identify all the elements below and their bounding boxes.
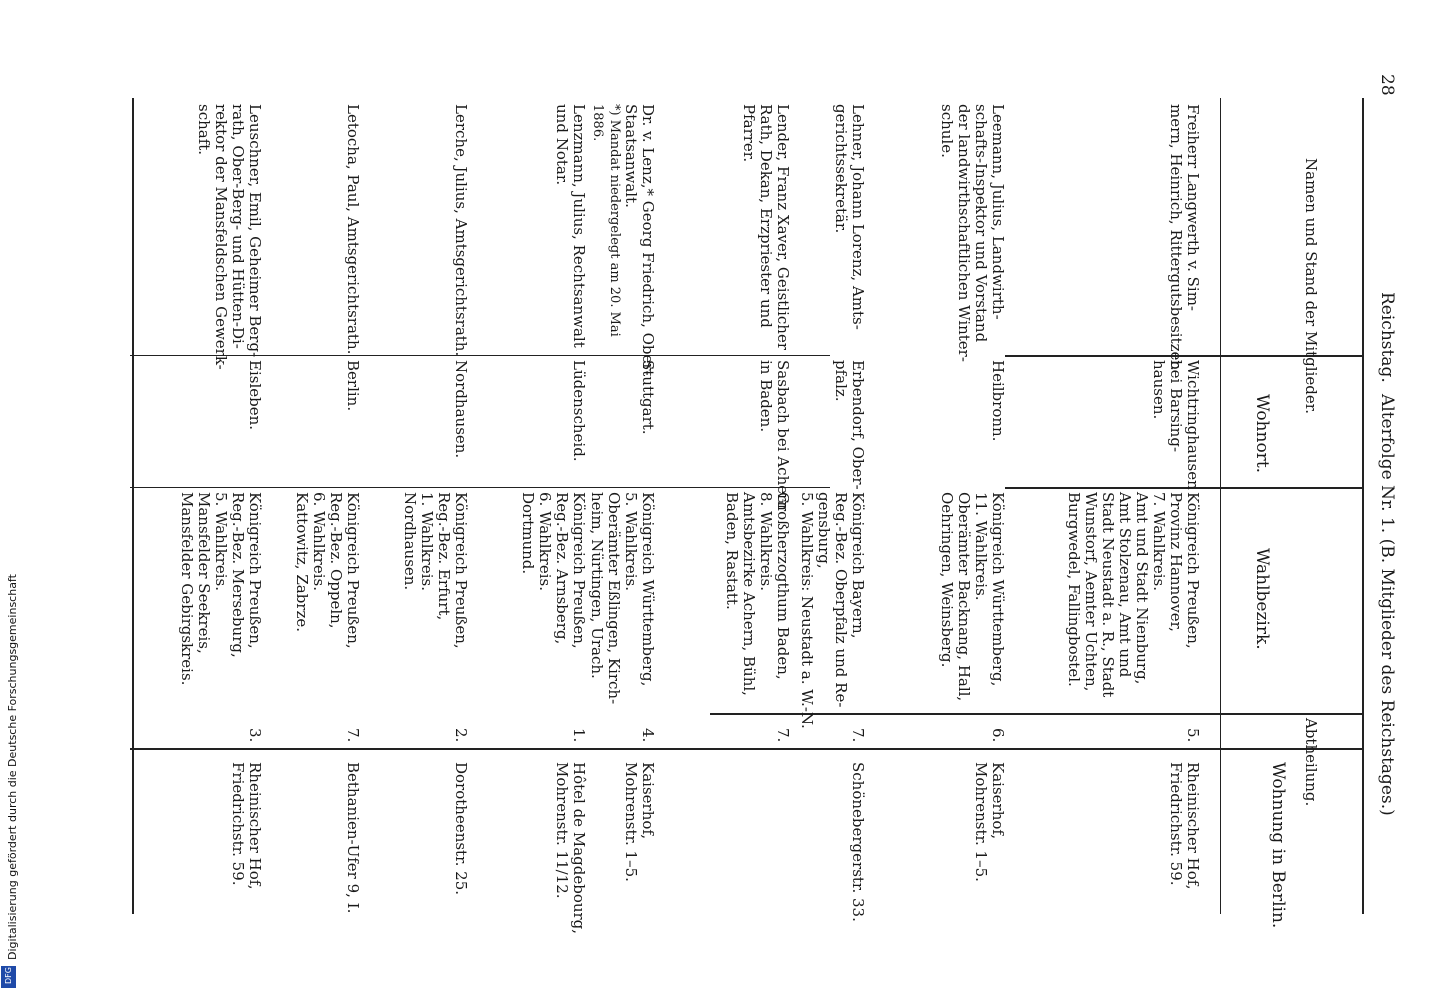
row-2-wahlbezirk-line: Königreich Württemberg,	[989, 492, 1007, 687]
row-1-wohnort-line: bei Barsing-	[1167, 360, 1185, 453]
row-1-name-line: Freiherr Langwerth v. Sim-	[1184, 104, 1202, 312]
row-5-name-line: Staatsanwalt.	[622, 104, 640, 208]
row-2-abtheilung: 6.	[989, 728, 1007, 743]
row-6-wahlbezirk-line: Dortmund.	[519, 492, 537, 575]
page-number: 28	[1377, 74, 1397, 96]
row-5-wahlbezirk-line: 5. Wahlkreis.	[622, 492, 640, 591]
row-9-wohnung-line: Rheinischer Hof,	[246, 762, 264, 890]
row-9-wohnort-line: Eisleben.	[246, 360, 264, 431]
row-7-wahlbezirk-line: Königreich Preußen,	[452, 492, 470, 649]
row-3-wohnort-line: pfalz.	[832, 360, 850, 402]
row-4-wohnort-line: Sasbach bei Achern	[774, 360, 792, 511]
row-5-wahlbezirk-line: Oberämter Eßlingen, Kirch-	[605, 492, 623, 705]
row-1-wohnung-line: Rheinischer Hof,	[1184, 762, 1202, 890]
row-3-wahlbezirk-line: gensburg,	[815, 492, 833, 569]
row-6-wahlbezirk-line: Reg.-Bez. Arnsberg,	[553, 492, 571, 645]
row-1-wohnort-line: Wichtringhausen	[1184, 360, 1202, 490]
row-4-wahlbezirk-line: Baden, Rastatt.	[723, 492, 741, 610]
row-5-name-line: *) Mandat niedergelegt am 20. Mai	[607, 104, 622, 337]
row-4-wahlbezirk-line: 8. Wahlkreis.	[757, 492, 775, 591]
row-6-abtheilung: 1.	[570, 728, 588, 743]
row-3-wohnung-line: Schönebergerstr. 33.	[849, 762, 867, 922]
row-7-abtheilung: 2.	[452, 728, 470, 743]
row-7-wohnung-line: Dorotheenstr. 25.	[452, 762, 470, 896]
page-subtitle: Alterfolge Nr. 1. (B. Mitglieder des Reichstages.)	[1377, 394, 1397, 816]
col-header-wahlbezirk: Wahlbezirk.	[1252, 548, 1272, 650]
row-4-wohnort-line: in Baden.	[757, 360, 775, 433]
row-2-wohnung-line: Mohrenstr. 1–5.	[972, 762, 990, 882]
row-4-abtheilung: 7.	[774, 728, 792, 743]
row-1-wahlbezirk-line: 7. Wahlkreis.	[1150, 492, 1168, 591]
row-8-wohnung-line: Bethanien-Ufer 9, I.	[344, 762, 362, 914]
row-5-wohnung-line: Kaiserhof,	[639, 762, 657, 840]
row-7-wahlbezirk-line: Nordhausen.	[401, 492, 419, 591]
row-9-wahlbezirk-line: Mansfelder Gebirgskreis.	[178, 492, 196, 686]
row-8-abtheilung: 7.	[344, 728, 362, 743]
row-6-name-line: Lenzmann, Julius, Rechtsanwalt	[570, 104, 588, 348]
row-5-name-line: 1886.	[590, 104, 605, 142]
table-top-rule	[1362, 98, 1364, 914]
row-2-name-line: Leemann, Julius, Landwirth-	[989, 104, 1007, 320]
row-2-wohnort-line: Heilbronn.	[989, 360, 1007, 442]
row-4-name-line: Pfarrer.	[740, 104, 758, 163]
row-1-wahlbezirk-line: Burgwedel, Fallingbostel.	[1065, 492, 1083, 687]
row-8-wohnort-line: Berlin.	[344, 360, 362, 412]
row-9-name-line: schaft.	[195, 104, 213, 156]
header-bottom-rule	[1220, 98, 1221, 914]
col-rule-4	[130, 748, 1362, 750]
row-5-wohnort-line: Stuttgart.	[639, 360, 657, 435]
row-2-name-line: der landwirthschaftlichen Winter-	[955, 104, 973, 362]
row-3-wahlbezirk-line: 5. Wahlkreis: Neustadt a. W.-N.	[798, 492, 816, 729]
row-8-wahlbezirk-line: Königreich Preußen,	[344, 492, 362, 649]
row-1-wahlbezirk-line: Provinz Hannover,	[1167, 492, 1185, 632]
row-6-wohnung-line: Mohrenstr. 11/12.	[553, 762, 571, 899]
row-9-name-line: rektor der Mansfeldschen Gewerk-	[212, 104, 230, 370]
row-3-name-line: Lehner, Johann Lorenz, Amts-	[849, 104, 867, 330]
col-header-name: Namen und Stand der Mitglieder.	[1302, 158, 1320, 415]
row-8-wahlbezirk-line: Reg.-Bez. Oppeln,	[327, 492, 345, 629]
row-1-wahlbezirk-line: Stadt Neustadt a. R., Stadt	[1099, 492, 1117, 698]
row-2-name-line: schafts-Inspektor und Vorstand	[972, 104, 990, 343]
row-5-wahlbezirk-line: heim, Nürtingen, Urach.	[588, 492, 606, 679]
row-1-wahlbezirk-line: Amt und Stadt Nienburg,	[1133, 492, 1151, 685]
row-9-abtheilung: 3.	[246, 728, 264, 743]
row-3-name-line: gerichtssekretär.	[832, 104, 850, 234]
row-6-name-line: und Notar.	[553, 104, 571, 186]
row-1-abtheilung: 5.	[1184, 728, 1202, 743]
row-9-wahlbezirk-line: 5. Wahlkreis.	[212, 492, 230, 591]
row-5-wohnung-line: Mohrenstr. 1–5.	[622, 762, 640, 882]
row-7-wahlbezirk-line: 1. Wahlkreis.	[418, 492, 436, 591]
row-5-abtheilung: 4.	[639, 728, 657, 743]
row-9-wahlbezirk-line: Reg.-Bez. Merseburg,	[229, 492, 247, 658]
row-4-wahlbezirk-line: Großherzogthum Baden,	[774, 492, 792, 680]
row-4-name-line: Rath, Dekan, Erzpriester und	[757, 104, 775, 328]
col-header-abtheilung: Abtheilung.	[1302, 718, 1320, 807]
row-8-name-line: Letocha, Paul, Amtsgerichtsrath.	[344, 104, 362, 355]
row-9-name-line: Leuschner, Emil, Geheimer Berg-	[246, 104, 264, 358]
row-9-wohnung-line: Friedrichstr. 59.	[229, 762, 247, 886]
row-6-wahlbezirk-line: 6. Wahlkreis.	[536, 492, 554, 591]
row-6-wohnung-line: Hôtel de Magdebourg,	[570, 762, 588, 935]
col-header-wohnort: Wohnort.	[1252, 394, 1272, 474]
row-1-wohnung-line: Friedrichstr. 59.	[1167, 762, 1185, 886]
row-4-wahlbezirk-line: Amtsbezirke Achern, Bühl,	[740, 492, 758, 696]
row-1-wahlbezirk-line: Amt Stolzenau, Amt und	[1116, 492, 1134, 678]
row-7-wahlbezirk-line: Reg.-Bez. Erfurt,	[435, 492, 453, 621]
row-2-wohnung-line: Kaiserhof,	[989, 762, 1007, 840]
row-1-wahlbezirk-line: Wunstorf, Aemter Uchten,	[1082, 492, 1100, 692]
col-header-wohnung: Wohnung in Berlin.	[1268, 762, 1288, 929]
table-bottom-rule	[132, 98, 134, 914]
row-3-wohnort-line: Erbendorf, Ober-	[849, 360, 867, 490]
row-9-name-line: rath, Ober-Berg- und Hütten-Di-	[229, 104, 247, 349]
funding-note: Digitalisierung gefördert durch die Deutsche Forschungsgemeinschaft	[6, 574, 19, 960]
row-9-wahlbezirk-line: Mansfelder Seekreis,	[195, 492, 213, 654]
row-2-name-line: schule.	[938, 104, 956, 158]
row-6-wohnort-line: Lüdenscheid.	[570, 360, 588, 462]
row-8-wahlbezirk-line: Kattowitz, Zabrze.	[293, 492, 311, 633]
row-5-name-line: Dr. v. Lenz,* Georg Friedrich, Ober-	[639, 104, 657, 376]
row-5-wahlbezirk-line: Königreich Württemberg,	[639, 492, 657, 687]
row-8-wahlbezirk-line: 6. Wahlkreis.	[310, 492, 328, 591]
row-7-wohnort-line: Nordhausen.	[452, 360, 470, 459]
row-3-wahlbezirk-line: Reg.-Bez. Oberpfalz und Re-	[832, 492, 850, 708]
row-7-name-line: Lerche, Julius, Amtsgerichtsrath.	[452, 104, 470, 357]
row-6-wahlbezirk-line: Königreich Preußen,	[570, 492, 588, 649]
row-4-name-line: Lender, Franz Xaver, Geistlicher	[774, 104, 792, 351]
row-3-wahlbezirk-line: Königreich Bayern,	[849, 492, 867, 639]
row-1-name-line: mern, Heinrich, Rittergutsbesitzer.	[1167, 104, 1185, 371]
dfg-logo: DFG	[1, 966, 16, 988]
page-title: Reichstag.	[1377, 292, 1397, 383]
row-2-wahlbezirk-line: Oberämter Backnang, Hall,	[955, 492, 973, 702]
row-1-wohnort-line: hausen.	[1150, 360, 1168, 420]
row-2-wahlbezirk-line: Oehringen, Weinsberg.	[938, 492, 956, 668]
row-2-wahlbezirk-line: 11. Wahlkreis.	[972, 492, 990, 601]
row-3-abtheilung: 7.	[849, 728, 867, 743]
row-1-wahlbezirk-line: Königreich Preußen,	[1184, 492, 1202, 649]
row-9-wahlbezirk-line: Königreich Preußen,	[246, 492, 264, 649]
